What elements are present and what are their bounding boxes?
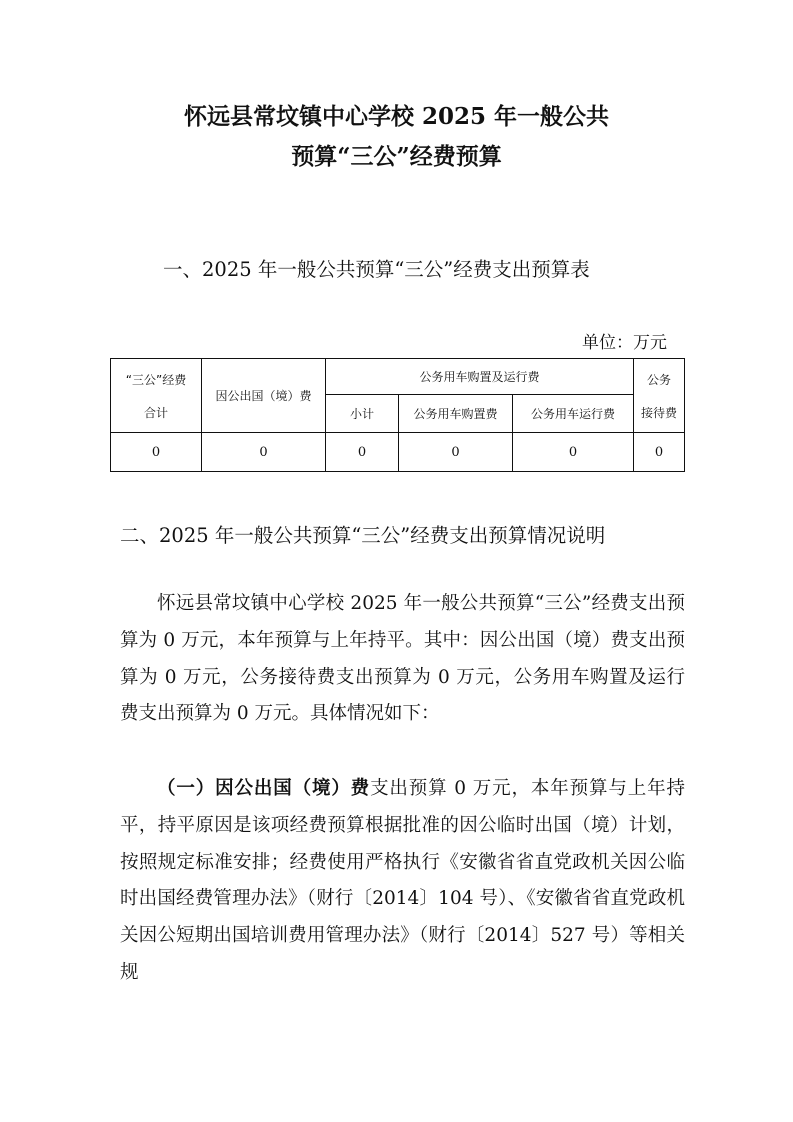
paragraph-overview: 怀远县常坟镇中心学校 2025 年一般公共预算“三公”经费支出预算为 0 万元，本年预算与上年持平。其中：因公出国（境）费支出预算为 0 万元，公务接待费支出预算为 0 万元，公务用车购置及运行费支出预算为 0 万元。具体情况如下： xyxy=(120,593,685,725)
header-reception-line2: 接待费 xyxy=(641,405,678,420)
paragraph-abroad xyxy=(120,771,685,992)
document-title-line2: 预算“三公”经费预算 xyxy=(291,143,502,170)
header-total-cell xyxy=(111,359,202,433)
paragraph-abroad-text: 支出预算 0 万元，本年预算与上年持平，持平原因是该项经费预算根据批准的因公临时出国（境）计划，按照规定标准安排；经费使用严格执行《安徽省省直党政机关因公临时出国经费管理办法》（财行〔2014〕104 号）、《安徽省省直党政机关因公短期出国培训费用管理办法》（财行〔2014〕527 号）等相关规 xyxy=(120,778,685,983)
header-subtotal: 小计 xyxy=(326,394,399,433)
section2-heading: 二、2025 年一般公共预算“三公”经费支出预算情况说明 xyxy=(120,524,606,547)
value-reception: 0 xyxy=(634,433,685,472)
value-abroad: 0 xyxy=(202,433,326,472)
header-vehicle-purchase: 公务用车购置费 xyxy=(399,394,513,433)
header-reception-cell xyxy=(634,359,685,433)
document-title-line1: 怀远县常坟镇中心学校 2025 年一般公共 xyxy=(183,103,610,130)
budget-table xyxy=(110,358,685,472)
section1-heading: 一、2025 年一般公共预算“三公”经费支出预算表 xyxy=(163,258,590,281)
header-total-line2: 合计 xyxy=(143,405,168,420)
table-row xyxy=(111,433,685,472)
value-vehicle-operation: 0 xyxy=(513,433,634,472)
header-reception-line1: 公务 xyxy=(647,372,672,387)
value-vehicle-purchase: 0 xyxy=(399,433,513,472)
header-vehicle-operation: 公务用车运行费 xyxy=(513,394,634,433)
table-header-row-1 xyxy=(111,359,685,395)
value-total: 0 xyxy=(111,433,202,472)
header-total-line1: “三公”经费 xyxy=(125,372,187,387)
paragraph-abroad-heading: （一）因公出国（境）费 xyxy=(157,778,371,799)
header-vehicle-group: 公务用车购置及运行费 xyxy=(326,359,634,395)
value-subtotal: 0 xyxy=(326,433,399,472)
header-abroad: 因公出国（境）费 xyxy=(202,359,326,433)
unit-label: 单位：万元 xyxy=(582,333,667,353)
